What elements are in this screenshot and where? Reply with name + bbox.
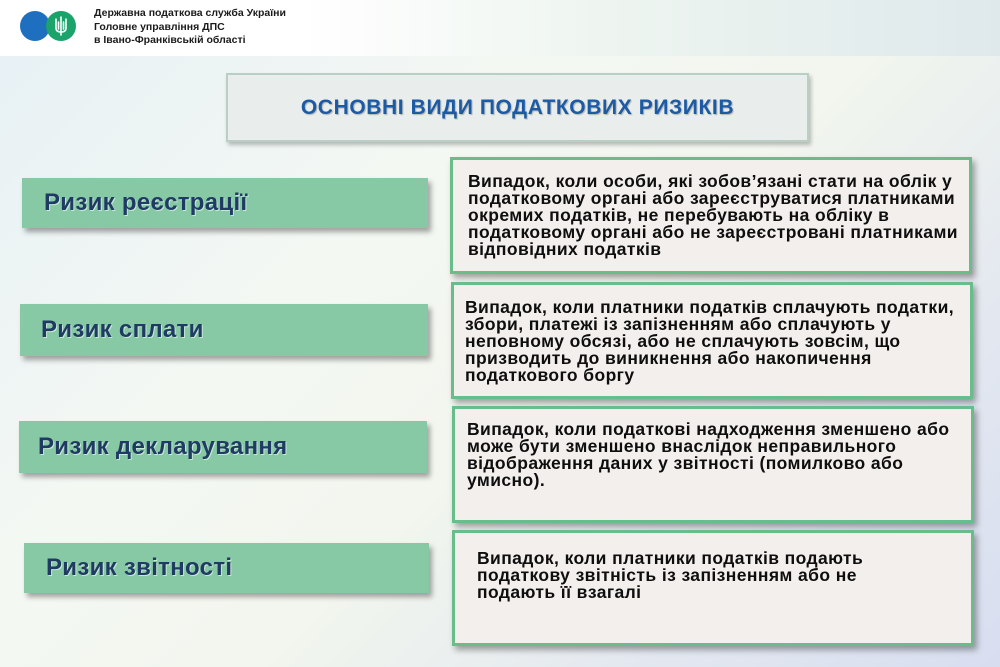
page-title: ОСНОВНІ ВИДИ ПОДАТКОВИХ РИЗИКІВ: [300, 95, 735, 119]
risk-description-registration: [450, 157, 972, 274]
risk-description-payment: [451, 282, 973, 399]
org-line: Державна податкова служба України: [94, 7, 286, 19]
risk-label-reporting: [24, 543, 429, 593]
risk-label-declaration: [19, 421, 427, 473]
organization-name: [94, 7, 286, 48]
trident-icon: [53, 16, 69, 36]
risk-description-text: Випадок, коли платники податків подають податкову звітність із запізненням або не подають її взагалі: [477, 548, 864, 602]
risk-label-text: Ризик звітності: [46, 554, 233, 581]
risk-label-registration: [22, 178, 428, 228]
risk-description-text: Випадок, коли особи, які зобов’язані стати на облік у податковому органі або зареєструватися платниками окремих податків, не перебувають на обліку в податковому органі або не зареєстровані платниками відповідних податків: [468, 171, 958, 259]
risk-description-declaration: [452, 406, 974, 523]
risk-description-text: Випадок, коли податкові надходження зменшено або може бути зменшено внаслідок неправильного відображення даних у звітності (помилково або умисно).: [467, 419, 950, 490]
header-bar: [0, 0, 1000, 56]
tax-service-logo: [20, 11, 80, 43]
risk-description-text: Випадок, коли платники податків сплачують податки, збори, платежі із запізненням або сплачують у неповному обсязі, або не сплачують зовсім, що призводить до виникнення або накопичення податкового боргу: [465, 297, 955, 385]
risk-label-payment: [20, 304, 428, 356]
risk-label-text: Ризик реєстрації: [44, 189, 248, 216]
org-line: в Івано-Франківській області: [94, 34, 246, 46]
risk-label-text: Ризик декларування: [38, 433, 288, 460]
page-title-box: [226, 73, 809, 142]
org-line: Головне управління ДПС: [94, 20, 225, 33]
risk-description-reporting: [452, 530, 974, 646]
risk-label-text: Ризик сплати: [41, 316, 204, 343]
